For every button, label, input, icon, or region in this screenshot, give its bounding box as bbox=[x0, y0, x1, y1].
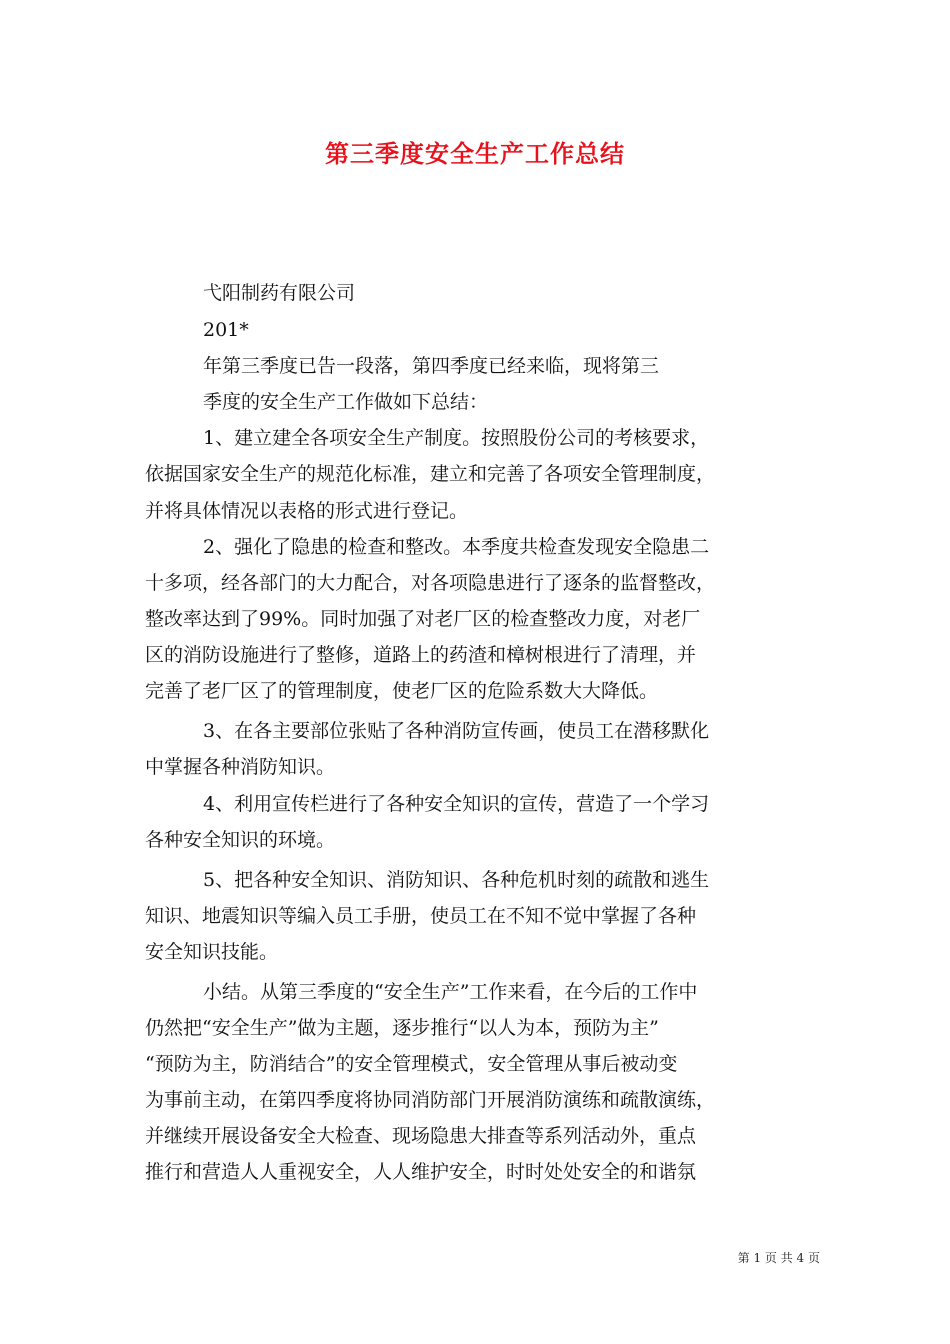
summary-line-6: 推行和营造人人重视安全，人人维护安全，时时处处安全的和谐氛 bbox=[145, 1161, 697, 1183]
item-1-line-2: 依据国家安全生产的规范化标准，建立和完善了各项安全管理制度， bbox=[145, 463, 716, 485]
item-1-line-3: 并将具体情况以表格的形式进行登记。 bbox=[145, 500, 469, 522]
intro-line-2: 季度的安全生产工作做如下总结： bbox=[203, 391, 489, 413]
document-title: 第三季度安全生产工作总结 bbox=[325, 140, 625, 168]
summary-line-5: 并继续开展设备安全大检查、现场隐患大排查等系列活动外，重点 bbox=[145, 1125, 697, 1147]
summary-line-4: 为事前主动，在第四季度将协同消防部门开展消防演练和疏散演练， bbox=[145, 1089, 716, 1111]
company-name: 弋阳制药有限公司 bbox=[203, 282, 356, 304]
item-3-line-2: 中掌握各种消防知识。 bbox=[145, 756, 336, 778]
intro-line-1: 年第三季度已告一段落，第四季度已经来临，现将第三 bbox=[203, 355, 660, 377]
summary-line-1: 小结。从第三季度的“安全生产”工作来看，在今后的工作中 bbox=[203, 981, 698, 1003]
item-5-line-1: 5、把各种安全知识、消防知识、各种危机时刻的疏散和逃生 bbox=[203, 869, 710, 891]
item-2-line-5: 完善了老厂区了的管理制度，使老厂区的危险系数大大降低。 bbox=[145, 680, 659, 702]
item-2-line-2: 十多项，经各部门的大力配合，对各项隐患进行了逐条的监督整改， bbox=[145, 572, 716, 594]
item-2-line-1: 2、强化了隐患的检查和整改。本季度共检查发现安全隐患二 bbox=[203, 536, 710, 558]
item-5-line-3: 安全知识技能。 bbox=[145, 941, 279, 963]
item-5-line-2: 知识、地震知识等编入员工手册，使员工在不知不觉中掌握了各种 bbox=[145, 905, 697, 927]
item-3-line-1: 3、在各主要部位张贴了各种消防宣传画，使员工在潜移默化 bbox=[203, 720, 710, 742]
item-2-line-4: 区的消防设施进行了整修，道路上的药渣和樟树根进行了清理，并 bbox=[145, 644, 697, 666]
summary-line-3: “预防为主，防消结合”的安全管理模式，安全管理从事后被动变 bbox=[145, 1053, 678, 1075]
item-1-line-1: 1、建立建全各项安全生产制度。按照股份公司的考核要求， bbox=[203, 427, 710, 449]
page-number: 第 1 页 共 4 页 bbox=[737, 1251, 820, 1265]
item-4-line-2: 各种安全知识的环境。 bbox=[145, 829, 336, 851]
summary-line-2: 仍然把“安全生产”做为主题，逐步推行“以人为本，预防为主” bbox=[145, 1017, 659, 1039]
year-line: 201* bbox=[203, 319, 249, 341]
item-4-line-1: 4、利用宣传栏进行了各种安全知识的宣传，营造了一个学习 bbox=[203, 793, 710, 815]
item-2-line-3: 整改率达到了99%。同时加强了对老厂区的检查整改力度，对老厂 bbox=[145, 608, 701, 630]
